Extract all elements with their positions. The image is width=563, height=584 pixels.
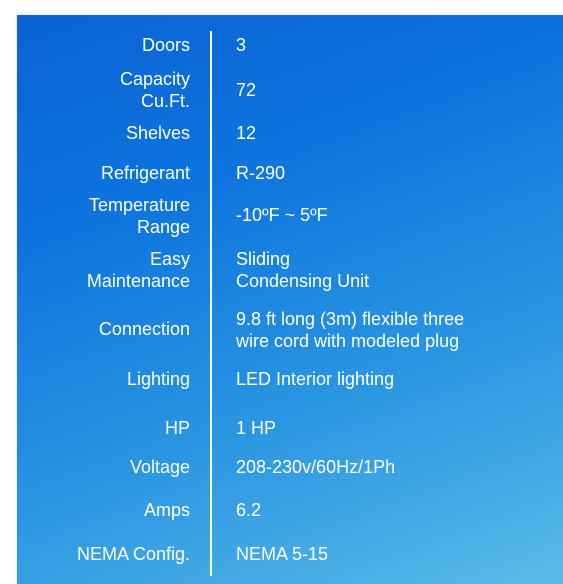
spec-label-lighting: Lighting <box>126 369 190 389</box>
spec-label-doors: Doors <box>141 35 190 55</box>
spec-value-shelves: 12 <box>236 123 257 143</box>
spec-label-shelves: Shelves <box>125 123 190 143</box>
spec-value-temperature-range: -10ºF ~ 5ºF <box>236 205 328 225</box>
column-divider <box>210 31 212 576</box>
spec-label-refrigerant: Refrigerant <box>100 163 190 183</box>
spec-label-easy-maintenance: Easy Maintenance <box>86 249 190 291</box>
spec-value-doors: 3 <box>236 35 247 55</box>
spec-label-connection: Connection <box>98 319 190 339</box>
spec-value-voltage: 208-230v/60Hz/1Ph <box>236 457 396 477</box>
spec-value-connection: 9.8 ft long (3m) flexible three wire cord with modeled plug <box>236 309 465 351</box>
spec-label-voltage: Voltage <box>129 457 190 477</box>
spec-label-nema-config: NEMA Config. <box>76 544 190 564</box>
spec-value-refrigerant: R-290 <box>236 163 286 183</box>
spec-value-hp: 1 HP <box>236 418 277 438</box>
spec-value-lighting: LED Interior lighting <box>236 369 395 389</box>
spec-label-temperature-range: Temperature Range <box>88 195 190 237</box>
spec-value-nema-config: NEMA 5-15 <box>236 544 329 564</box>
spec-label-hp: HP <box>164 418 190 438</box>
spec-value-easy-maintenance: Sliding Condensing Unit <box>236 249 370 291</box>
spec-value-amps: 6.2 <box>236 500 262 520</box>
spec-label-amps: Amps <box>143 500 190 520</box>
spec-label-capacity: Capacity Cu.Ft. <box>119 69 190 111</box>
spec-value-capacity: 72 <box>236 80 257 100</box>
spec-table-panel <box>17 15 563 584</box>
